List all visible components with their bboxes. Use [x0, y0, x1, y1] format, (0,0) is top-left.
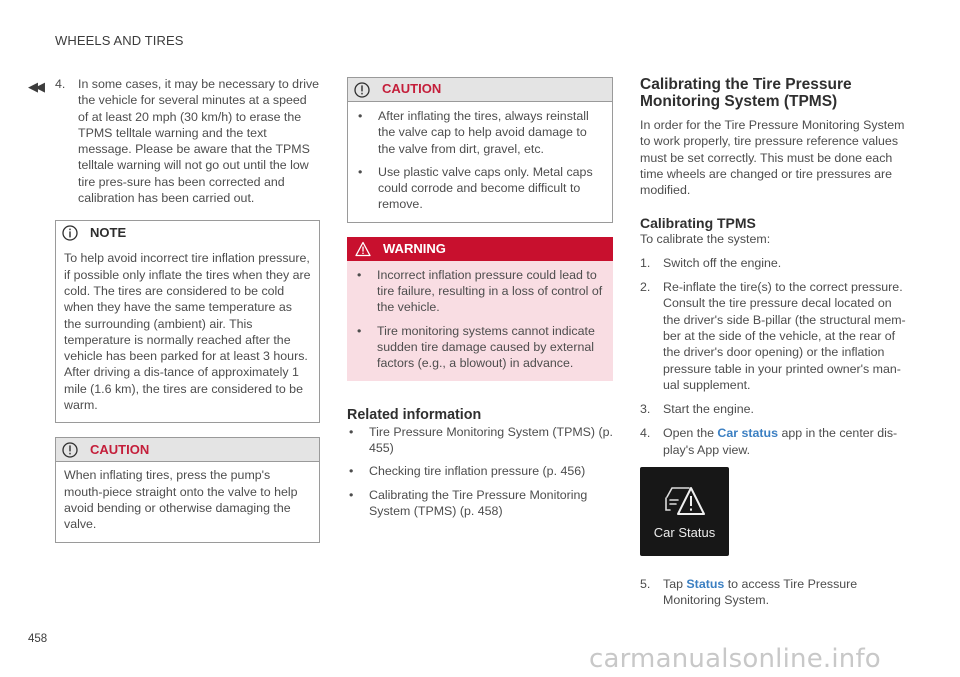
list-item: • Tire monitoring systems cannot indicate sudden tire damage caused by external factors (e.g., a blowout) in advance.	[357, 323, 595, 371]
caution-title: CAUTION	[382, 81, 442, 97]
step-item: 4. Open the Car status app in the center dis-play's App view.	[640, 426, 898, 457]
note-header	[56, 221, 319, 245]
step-item: 2. Re-inflate the tire(s) to the correct pressure. Consult the tire pressure decal located on the driver's side B-pillar (the structural mem-ber at the side of the vehicle, at the rear of the driver's door opening) or the inflation pressure table in your printed owner's man-ual supplement.	[640, 280, 906, 392]
list-item: • Incorrect inflation pressure could lead to tire failure, resulting in a loss of control of the vehicle.	[357, 267, 603, 315]
page-number: 458	[28, 633, 48, 645]
car-status-tile-label: Car Status	[653, 525, 716, 541]
car-status-app-tile[interactable]	[640, 467, 729, 556]
note-box	[55, 220, 320, 423]
step-item: 4. In some cases, it may be necessary to drive the vehicle for several minutes at a speed of at least 20 mph (30 km/h) to erase the TPMS telltale warning and the text message. Please be aware that the TPMS telltale warning will not go out until the low tire pres-sure has been corrected and calibration has been carried out.	[55, 77, 320, 206]
warning-header	[347, 237, 613, 261]
caution-list	[348, 102, 612, 222]
step-item: 3. Start the engine.	[640, 402, 754, 417]
step-item: 5. Tap Status to access Tire Pressure Monitoring System.	[640, 577, 858, 608]
intro-paragraph: In order for the Tire Pressure Monitoring System to work properly, tire pressure reference values must be set correctly. This must be done each time wheels are changed or tire pressures are modified.	[640, 118, 905, 198]
related-info-heading: Related information	[347, 406, 482, 423]
warning-list	[347, 261, 613, 381]
related-links	[347, 424, 613, 519]
status-menu-name: Status	[686, 577, 725, 592]
warning-title: WARNING	[383, 240, 446, 256]
caution-text: When inflating tires, press the pump's mouth-piece straight onto the valve to help avoid bending or otherwise damaging the valve.	[64, 468, 298, 532]
column-middle	[347, 76, 613, 519]
column-left	[55, 76, 320, 543]
related-link[interactable]: • Tire Pressure Monitoring System (TPMS) (p. 455)	[349, 424, 613, 456]
caution-header	[56, 438, 319, 462]
list-item: • Use plastic valve caps only. Metal caps could corrode and become difficult to remove.	[358, 164, 593, 212]
related-link[interactable]: • Checking tire inflation pressure (p. 456)	[349, 464, 586, 479]
lead-text: To calibrate the system:	[640, 232, 771, 247]
warning-triangle-icon	[355, 241, 371, 257]
caution-title: CAUTION	[90, 441, 150, 457]
section-title: WHEELS AND TIRES	[55, 33, 184, 48]
caution-icon	[354, 82, 370, 98]
caution-header	[348, 78, 612, 102]
column-right	[640, 76, 906, 617]
watermark: carmanualsonline.info	[589, 644, 881, 674]
note-title: NOTE	[90, 225, 127, 241]
back-arrows-icon[interactable]: ◀◀	[28, 79, 42, 94]
warning-box	[347, 237, 613, 381]
caution-box	[347, 77, 613, 223]
section-heading: Calibrating the Tire Pressure Monitoring System (TPMS)	[640, 76, 852, 110]
subsection-heading: Calibrating TPMS	[640, 215, 756, 232]
caution-icon	[62, 442, 78, 458]
car-status-icon	[664, 484, 705, 518]
note-text: To help avoid incorrect tire inflation pressure, if possible only inflate the tires when they are cold. The tires are considered to be cold when they have the same temperature as the surrounding (ambient) air. This temperature is normally reached after the vehicle has been parked for at least 3 hours. After driving a dis-tance of approximately 1 mile (1.6 km), the tires are considered to be warm.	[64, 251, 311, 413]
list-item: • After inflating the tires, always reinstall the valve cap to help avoid damage to the valve from dirt, gravel, etc.	[358, 109, 589, 156]
step-item: 1. Switch off the engine.	[640, 255, 782, 270]
info-icon	[62, 225, 78, 241]
car-status-app-name: Car status	[717, 426, 779, 441]
related-link[interactable]: • Calibrating the Tire Pressure Monitoring System (TPMS) (p. 458)	[349, 487, 588, 519]
caution-box	[55, 437, 320, 542]
